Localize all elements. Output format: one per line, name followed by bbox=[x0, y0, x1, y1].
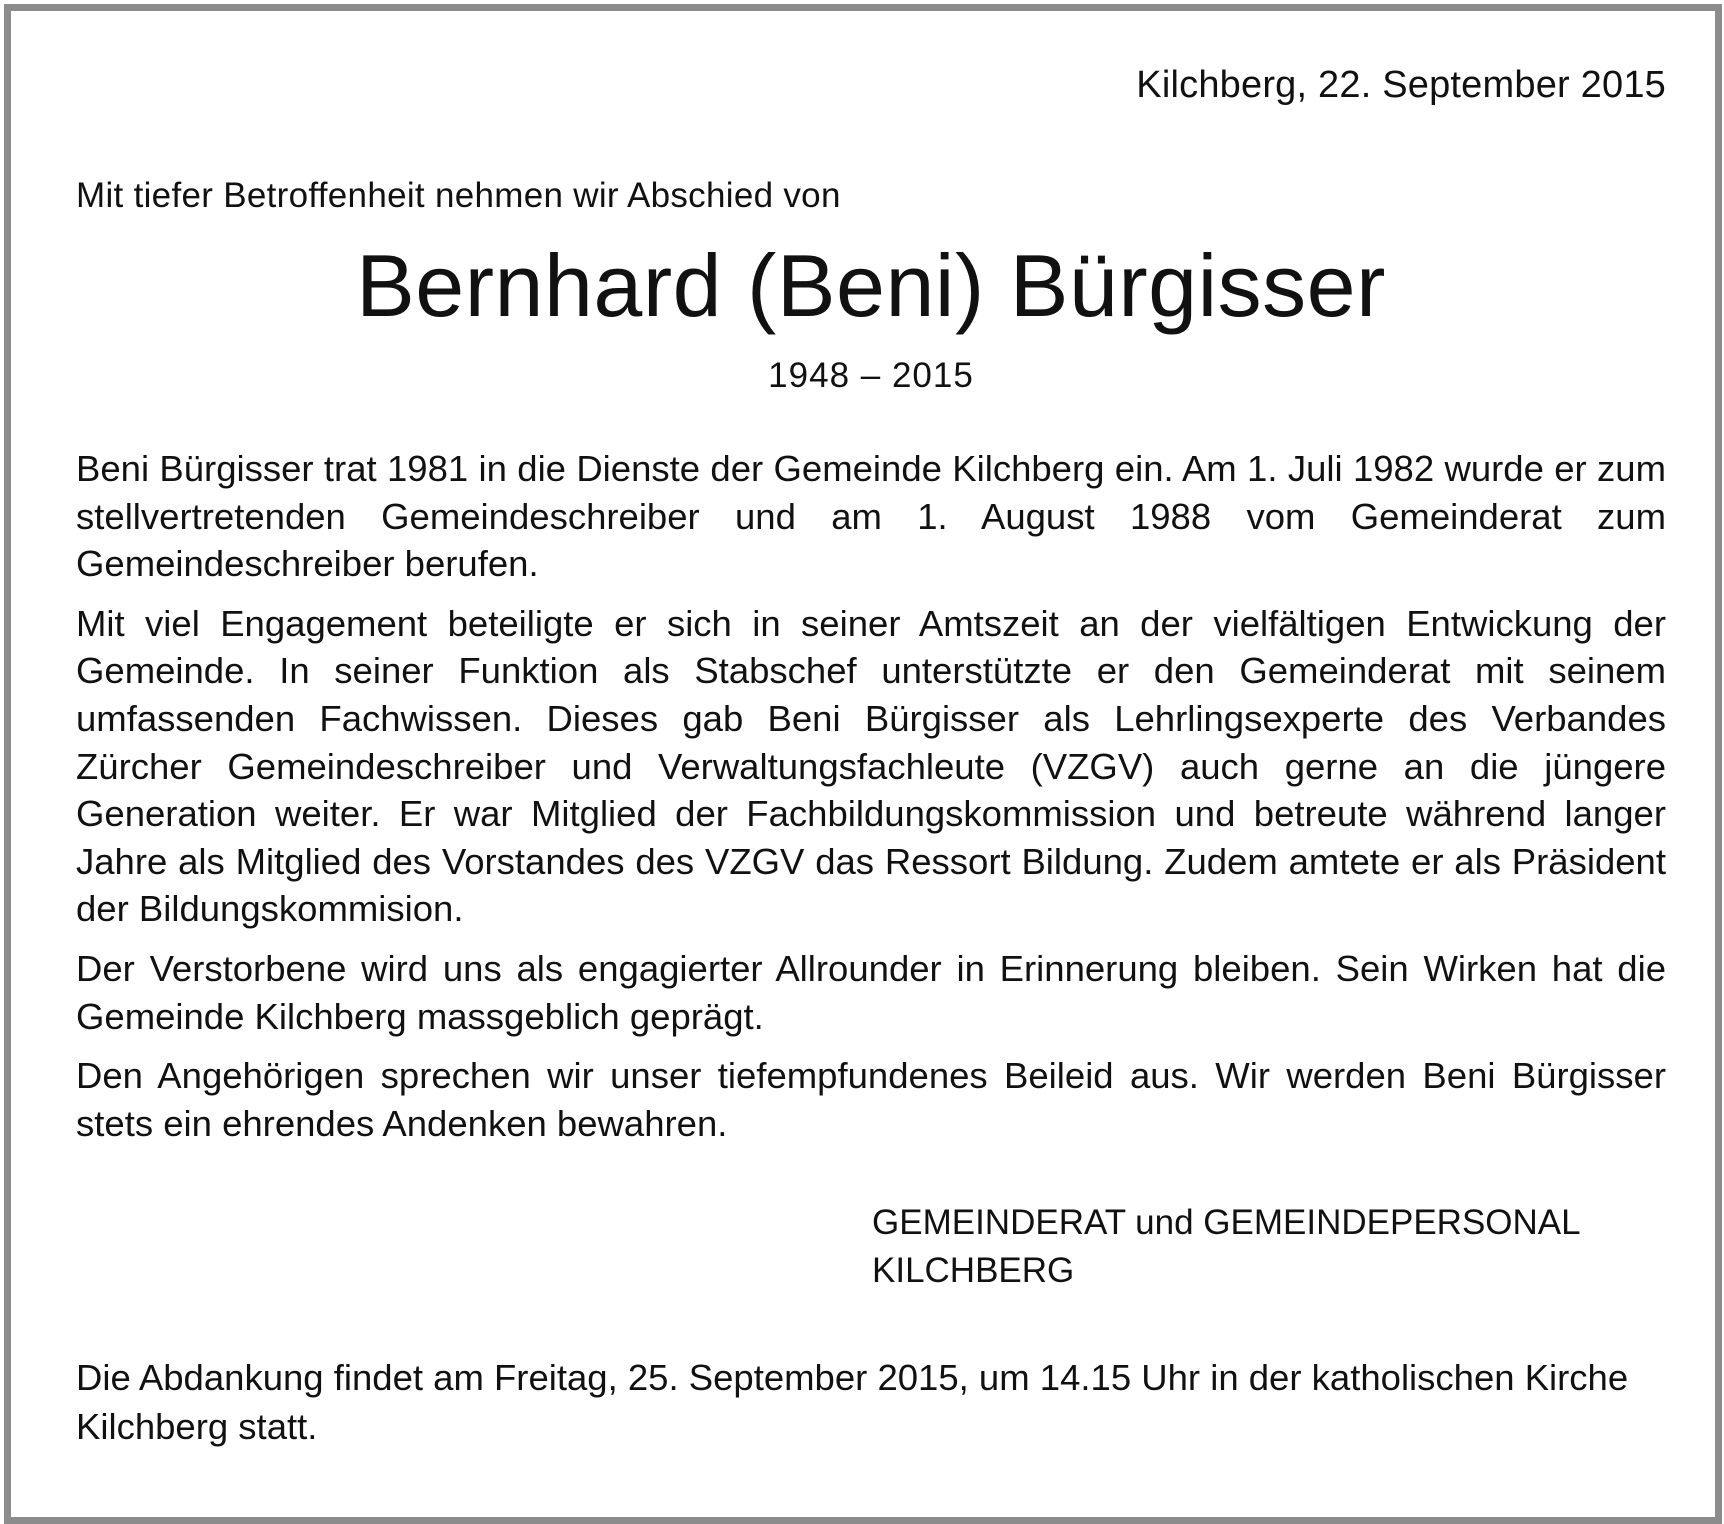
signature-line-2: KILCHBERG bbox=[872, 1251, 1075, 1291]
obituary-frame bbox=[4, 4, 1722, 1524]
signature-line-1: GEMEINDERAT und GEMEINDEPERSONAL bbox=[872, 1203, 1581, 1243]
place-date: Kilchberg, 22. September 2015 bbox=[1136, 64, 1666, 106]
signature-block bbox=[872, 1199, 1666, 1295]
funeral-notice: Die Abdankung findet am Freitag, 25. September 2015, um 14.15 Uhr in der katholischen Kirche Kilchberg statt. bbox=[76, 1357, 1629, 1448]
life-years: 1948 – 2015 bbox=[768, 356, 974, 395]
intro-line: Mit tiefer Betroffenheit nehmen wir Abschied von bbox=[76, 176, 841, 215]
obituary-content bbox=[76, 61, 1666, 1451]
obituary-body bbox=[76, 445, 1666, 1147]
deceased-name: Bernhard (Beni) Bürgisser bbox=[356, 236, 1386, 335]
paragraph-condolence: Den Angehörigen sprechen wir unser tiefempfundenes Beileid aus. Wir werden Beni Bürgisser stets ein ehrendes Andenken bewahren. bbox=[76, 1055, 1666, 1144]
paragraph-remembrance: Der Verstorbene wird uns als engagierter Allrounder in Erinnerung bleiben. Sein Wirken hat die Gemeinde Kilchberg massgeblich geprägt. bbox=[76, 947, 1666, 1037]
paragraph-career: Beni Bürgisser trat 1981 in die Dienste der Gemeinde Kilchberg ein. Am 1. Juli 1982 wurde er zum stellvertretenden Gemeindeschreiber und am 1. August 1988 vom Gemeinderat zum Gemeindeschreiber berufen. bbox=[76, 448, 1666, 585]
paragraph-engagement: Mit viel Engagement beteiligte er sich in seiner Amtszeit an der vielfältigen Entwickung der Gemeinde. In seiner Funktion als Stabschef unterstützte er den Gemeinderat mit seinem umfassenden Fachwissen. Dieses gab Beni Bürgisser als Lehrlingsexperte des Verbandes Zürcher Gemeindeschreiber und Verwaltungsfachleute (VZGV) auch gerne an die jüngere Generation weiter. Er war Mitglied der Fachbildungskommission und betreute während langer Jahre als Mitglied des Vorstandes des VZGV das Ressort Bildung. Zudem amtete er als Präsident der Bildungskommision. bbox=[76, 602, 1666, 930]
